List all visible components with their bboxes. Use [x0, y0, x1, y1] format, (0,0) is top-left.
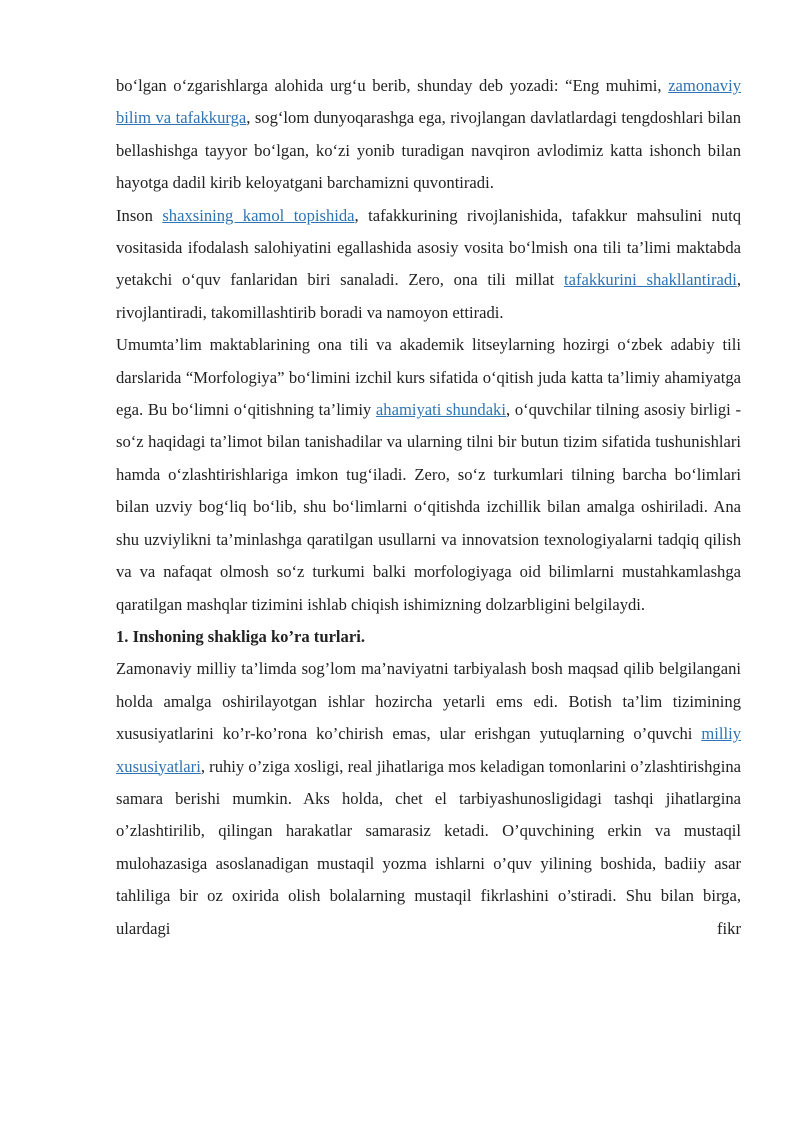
hyperlink[interactable]: ahamiyati shundaki: [375, 400, 506, 420]
paragraph-2: [116, 200, 741, 330]
hyperlink[interactable]: milliy xususiyatlari: [116, 724, 741, 776]
paragraph-text: Zamonaviy milliy ta’limda sog’lom ma’naviyatni tarbiyalash bosh maqsad qilib belgilangani holda amalga oshirilayotgan ishlar hozircha yetarli ems edi. Botish ta’lim tizimining xususiyatlarini ko’r-ko’rona ko’chirish emas, ular erishgan yutuqlarning o’quvchi: [116, 659, 741, 744]
paragraph-1: [116, 70, 741, 200]
paragraph-text: , sog‘lom dunyoqarashga ega, rivojlangan davlatlardagi tengdoshlari bilan bellashishga tayyor bo‘lgan, ko‘zi yonib turadigan navqiron avlodimiz katta ishonch bilan hayotga dadil kirib keloyatgani barchamizni quvontiradi.: [116, 108, 741, 193]
paragraph-3: [116, 329, 741, 621]
paragraph-text: , tafakkurining rivojlanishida, tafakkur mahsulini nutq vositasida ifodalash salohiyatini egallashida asosiy vosita bo‘lmish ona tili ta’limi maktabda yetakchi o‘quv fanlaridan biri sanaladi. Zero, ona tili millat: [116, 205, 741, 290]
hyperlink[interactable]: tafakkurini shakllantiradi: [563, 270, 737, 290]
paragraph-text: , ruhiy o’ziga xosligi, real jihatlariga mos keladigan tomonlarini o’zlashtirishgina samara berishi mumkin. Aks holda, chet el tarbiyashunosligidagi tashqi jihatlargina o’zlashtirilib, qilingan harakatlar samarasiz ketadi. O’quvchining erkin va mustaqil mulohazasiga asoslanadigan mustaqil yozma ishlarni o’quv yilining boshida, badiiy asar tahliliga bir oz oxirida olish bolalarning mustaqil fikrlashini o’stiradi. Shu bilan birga, ulardagi fikr: [116, 756, 741, 938]
paragraph-text: , o‘quvchilar tilning asosiy birligi - so‘z haqidagi ta’limot bilan tanishadilar va ularning tilni bir butun tizim sifatida tushunishlari hamda o‘zlashtirishlariga imkon tug‘iladi. Zero, so‘z turkumlari tilning barcha bo‘limlari bilan uzviy bog‘liq bo‘lib, shu bo‘limlarni o‘qitishda izchillik bilan amalga oshiriladi. Ana shu uzviylikni ta’minlashga qaratilgan usullarni va innovatsion texnologiyalarni tadqiq qilish va va nafaqat olmosh so‘z turkumi balki morfologiyaga oid bilimlarni mustahkamlashga qaratilgan mashqlar tizimini ishlab chiqish ishimizning dolzarbligini belgilaydi.: [116, 400, 741, 614]
paragraph-text: Inson: [116, 205, 163, 225]
paragraph-4: [116, 653, 741, 945]
document-page: [116, 70, 741, 945]
paragraph-text: Umumta’lim maktablarining ona tili va akademik litseylarning hozirgi o‘zbek adabiy tili darslarida “Morfologiya” bo‘limini izchil kurs sifatida o‘qitish juda katta ta’limiy ahamiyatga ega. Bu bo‘limni o‘qitishning ta’limiy: [116, 335, 741, 420]
hyperlink[interactable]: zamonaviy bilim va tafakkurga: [116, 76, 741, 128]
paragraph-text: , rivojlantiradi, takomillashtirib boradi va namoyon ettiradi.: [116, 270, 741, 322]
paragraph-text: bo‘lgan o‘zgarishlarga alohida urg‘u berib, shunday deb yozadi: “Eng muhimi,: [116, 76, 669, 95]
hyperlink[interactable]: shaxsining kamol topishida: [162, 205, 355, 225]
section-heading: 1. Inshoning shakliga ko’ra turlari.: [116, 626, 365, 646]
